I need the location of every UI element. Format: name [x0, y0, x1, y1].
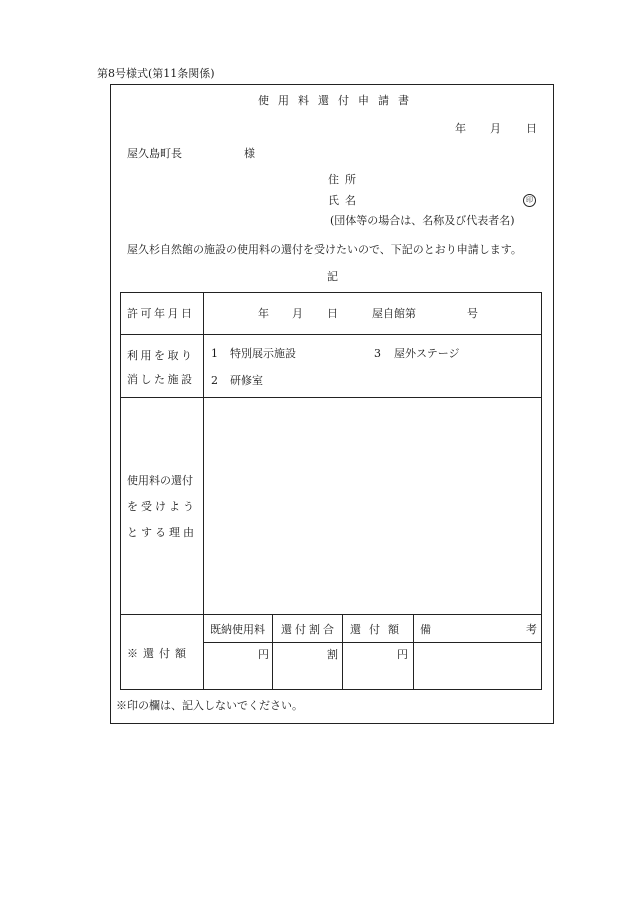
- refund-header-paid-fee: 既納使用料: [210, 623, 265, 636]
- column-divider: [272, 614, 273, 690]
- applicant-note: (団体等の場合は、名称及び代表者名): [330, 214, 515, 227]
- reason-entry-area[interactable]: [204, 398, 541, 613]
- reason-label-line2: を受けよう: [127, 500, 197, 513]
- reason-label-line3: とする理由: [127, 526, 197, 539]
- footer-note: ※印の欄は、記入しないでください。: [116, 699, 303, 712]
- column-divider: [413, 614, 414, 690]
- row-divider: [120, 614, 542, 615]
- unit-yen: 円: [258, 648, 269, 661]
- permission-day: 日: [327, 307, 338, 320]
- refund-label: ※還付額: [127, 647, 191, 660]
- facility-option-name: 特別展示施設: [230, 347, 296, 360]
- permit-suffix: 号: [467, 307, 478, 320]
- form-title: 使用料還付申請書: [258, 94, 418, 107]
- form-number: 第8号様式(第11条関係): [97, 67, 215, 80]
- facility-option-number: 1: [211, 347, 218, 360]
- facility-option-number: 3: [374, 347, 381, 360]
- date-day: 日: [526, 122, 537, 135]
- refund-header-remarks-1: 備: [420, 623, 431, 636]
- unit-yen: 円: [397, 648, 408, 661]
- column-divider: [342, 614, 343, 690]
- permit-prefix: 屋自館第: [372, 307, 416, 320]
- refund-header-amount: 還付額: [350, 623, 407, 636]
- date-year: 年: [455, 122, 466, 135]
- permission-date-label: 許可年月日: [127, 307, 195, 320]
- address-label: 住所: [328, 173, 362, 186]
- permission-month: 月: [292, 307, 303, 320]
- facility-option-name: 屋外ステージ: [394, 347, 460, 360]
- unit-wari: 割: [327, 648, 338, 661]
- facility-option-number: 2: [211, 374, 218, 387]
- date-month: 月: [490, 122, 501, 135]
- row-divider: [120, 334, 542, 335]
- seal-mark: 印: [523, 194, 536, 207]
- refund-header-ratio: 還付割合: [281, 623, 337, 636]
- permission-year: 年: [258, 307, 269, 320]
- name-label: 氏名: [328, 194, 362, 207]
- ki-mark: 記: [327, 270, 338, 283]
- reason-label-line1: 使用料の還付: [127, 474, 193, 487]
- row-divider: [203, 642, 542, 643]
- facility-label-line2: 消した施設: [127, 373, 195, 386]
- facility-option-name: 研修室: [230, 374, 263, 387]
- addressee-honorific: 様: [244, 147, 255, 160]
- addressee-name: 屋久島町長: [127, 147, 182, 160]
- intro-text: 屋久杉自然館の施設の使用料の還付を受けたいので、下記のとおり申請します。: [127, 243, 522, 256]
- facility-label-line1: 利用を取り: [127, 349, 195, 362]
- refund-header-remarks-2: 考: [526, 623, 537, 636]
